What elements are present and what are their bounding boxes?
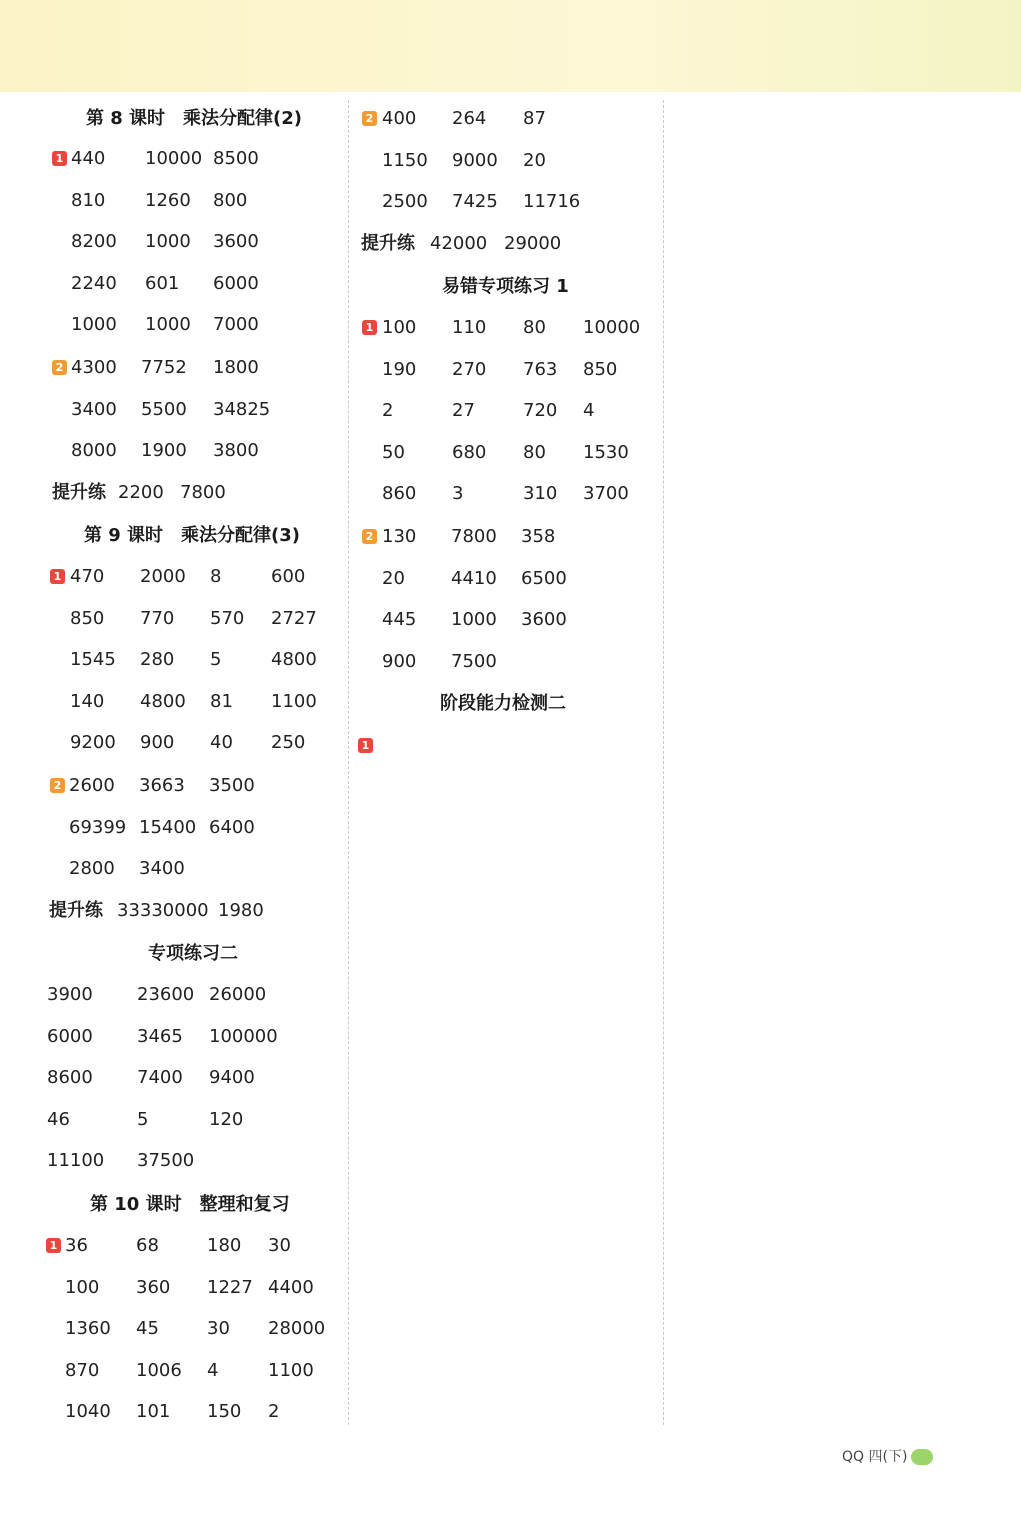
answer-value: 445	[382, 609, 417, 631]
answer-row	[0, 1316, 326, 1342]
answer-value: 26000	[209, 984, 267, 1005]
practice-row	[0, 898, 330, 924]
answer-value: 8600	[47, 1067, 93, 1089]
answer-row	[0, 1065, 320, 1091]
answer-value: 69399	[69, 816, 127, 838]
answer-value: 250	[271, 732, 306, 754]
question-number-badge: 1	[358, 738, 373, 753]
answer-value: 68	[136, 1235, 159, 1256]
question-number-badge: 1	[362, 320, 377, 335]
answer-value: 190	[382, 358, 417, 380]
answer-value: 80	[523, 317, 546, 338]
answer-value: 3600	[213, 231, 259, 253]
practice-label: 提升练	[361, 233, 415, 254]
answer-value: 3500	[209, 775, 255, 796]
answer-value: 2000	[140, 566, 186, 587]
answer-value: 3	[452, 483, 464, 505]
answer-value: 4800	[271, 649, 317, 671]
answer-value: 1000	[71, 314, 117, 336]
answer-value: 2	[382, 400, 394, 422]
answer-value: 270	[452, 358, 487, 380]
answer-row	[0, 1233, 320, 1259]
answer-value: 7000	[213, 314, 259, 336]
practice-label: 提升练	[52, 482, 106, 503]
answer-value: 20	[523, 149, 546, 171]
answer-value: 30	[207, 1318, 230, 1340]
section-heading: 专项练习二	[148, 943, 238, 964]
question-number-badge: 2	[362, 111, 377, 126]
answer-value: 130	[382, 526, 417, 547]
answer-row	[0, 607, 567, 633]
page-footer	[842, 1447, 933, 1467]
answer-value: 7752	[141, 357, 187, 378]
answer-value: 34825	[213, 398, 271, 420]
answer-value: 850	[70, 607, 105, 629]
answer-value: 2800	[69, 858, 115, 880]
answer-value: 900	[140, 732, 175, 754]
answer-value: 87	[523, 108, 546, 129]
answer-value: 101	[136, 1401, 171, 1423]
section-heading: 第 9 课时 乘法分配律(3)	[84, 525, 301, 546]
answer-value: 110	[452, 317, 487, 338]
answer-value: 1100	[268, 1359, 314, 1381]
answer-row	[0, 524, 556, 550]
answer-value: 1800	[213, 357, 259, 378]
answer-row	[0, 1107, 320, 1133]
answer-value: 100	[65, 1276, 100, 1298]
answer-value: 4400	[268, 1276, 314, 1298]
answer-value: 440	[71, 148, 106, 169]
question-number-badge: 1	[46, 1238, 61, 1253]
column-divider	[663, 100, 664, 1425]
answer-value: 1000	[145, 231, 191, 253]
answer-row	[0, 649, 497, 675]
answer-value: 601	[145, 272, 180, 294]
question-number-badge: 2	[52, 360, 67, 375]
answer-value: 80	[523, 441, 546, 463]
answer-value: 1150	[382, 149, 428, 171]
answer-row	[0, 773, 320, 799]
answer-value: 1100	[271, 690, 317, 712]
answer-value: 9400	[209, 1067, 255, 1089]
section-heading: 第 8 课时 乘法分配律(2)	[86, 108, 303, 129]
answer-value: 2600	[69, 775, 115, 796]
answer-value: 2500	[382, 191, 428, 213]
answer-value: 4	[583, 400, 595, 422]
answer-value: 180	[207, 1235, 242, 1256]
answer-row	[0, 440, 629, 466]
answer-value: 5	[210, 649, 222, 671]
answer-value: 360	[136, 1276, 171, 1298]
answer-value: 720	[523, 400, 558, 422]
answer-value: 10000	[145, 148, 203, 169]
answer-row	[0, 689, 320, 715]
answer-value: 2727	[271, 607, 317, 629]
answer-row	[0, 106, 546, 132]
answer-value: 7800	[180, 482, 226, 503]
practice-label: 提升练	[49, 900, 103, 921]
answer-value: 11100	[47, 1150, 105, 1172]
answer-value: 36	[65, 1235, 88, 1256]
answer-value: 800	[213, 189, 248, 211]
answer-row	[0, 1024, 320, 1050]
answer-value: 600	[271, 566, 306, 587]
answer-value: 6000	[213, 272, 259, 294]
answer-value: 7425	[452, 191, 498, 213]
answer-value: 763	[523, 358, 558, 380]
answer-value: 7500	[451, 650, 497, 672]
answer-value: 1227	[207, 1276, 253, 1298]
answer-value: 100000	[209, 1025, 278, 1047]
answer-value: 5500	[141, 398, 187, 420]
answer-value: 264	[452, 108, 487, 129]
question-number-badge: 2	[362, 529, 377, 544]
answer-value: 20	[382, 567, 405, 589]
answer-value: 280	[140, 649, 175, 671]
answer-value: 23600	[137, 984, 195, 1005]
answer-value: 2200	[118, 482, 164, 503]
answer-value: 42000	[430, 233, 488, 254]
answer-value: 45	[136, 1318, 159, 1340]
answer-value: 770	[140, 607, 175, 629]
answer-value: 8200	[71, 231, 117, 253]
answer-row	[0, 982, 320, 1008]
answer-value: 37500	[137, 1150, 195, 1172]
answer-value: 3663	[139, 775, 185, 796]
answer-value: 3600	[521, 609, 567, 631]
answer-value: 1980	[218, 900, 264, 921]
answer-value: 1260	[145, 189, 191, 211]
question-number-badge: 2	[50, 778, 65, 793]
answer-row	[0, 189, 581, 215]
answer-value: 7400	[137, 1067, 183, 1089]
answer-value: 3400	[139, 858, 185, 880]
answer-value: 850	[583, 358, 618, 380]
answer-value: 400	[382, 108, 417, 129]
section-heading: 阶段能力检测二	[440, 693, 566, 714]
answer-value: 9000	[452, 149, 498, 171]
answer-value: 40	[210, 732, 233, 754]
answer-value: 5	[137, 1108, 149, 1130]
answer-value: 120	[209, 1108, 244, 1130]
answer-row	[0, 730, 320, 756]
answer-value: 30	[268, 1235, 291, 1256]
answer-row	[0, 1148, 320, 1174]
answer-value: 1545	[70, 649, 116, 671]
answer-value: 11716	[523, 191, 581, 213]
answer-value: 27	[452, 400, 475, 422]
answer-value: 860	[382, 483, 417, 505]
question-number-badge: 1	[52, 151, 67, 166]
answer-value: 150	[207, 1401, 242, 1423]
answer-value: 570	[210, 607, 245, 629]
answer-value: 28000	[268, 1318, 326, 1340]
answer-value: 8	[210, 566, 222, 587]
answer-value: 10000	[583, 317, 641, 338]
answer-value: 3465	[137, 1025, 183, 1047]
answer-row	[0, 1275, 320, 1301]
section-heading: 第 10 课时 整理和复习	[90, 1194, 290, 1215]
answer-row	[0, 271, 320, 297]
answer-value: 1360	[65, 1318, 111, 1340]
top-banner	[0, 0, 1021, 92]
answer-value: 100	[382, 317, 417, 338]
answer-value: 3800	[213, 440, 259, 462]
answer-row	[0, 815, 320, 841]
answer-value: 1000	[145, 314, 191, 336]
answer-row	[0, 398, 595, 424]
answer-value: 8500	[213, 148, 259, 169]
column-divider	[348, 100, 349, 1425]
answer-value: 50	[382, 441, 405, 463]
answer-value: 6000	[47, 1025, 93, 1047]
answer-value: 3700	[583, 483, 629, 505]
answer-value: 15400	[139, 816, 197, 838]
answer-value: 470	[70, 566, 105, 587]
answer-value: 8000	[71, 440, 117, 462]
answer-value: 140	[70, 690, 105, 712]
answer-row	[0, 148, 546, 174]
answer-value: 3900	[47, 984, 93, 1005]
answer-row	[0, 856, 320, 882]
answer-value: 310	[523, 483, 558, 505]
answer-value: 1900	[141, 440, 187, 462]
answer-value: 1530	[583, 441, 629, 463]
answer-value: 2240	[71, 272, 117, 294]
answer-value: 29000	[504, 233, 562, 254]
answer-row	[0, 566, 567, 592]
section-heading: 易错专项练习 1	[442, 276, 569, 297]
question-number-badge: 1	[50, 569, 65, 584]
answer-value: 3400	[71, 398, 117, 420]
answer-value: 900	[382, 650, 417, 672]
answer-value: 7800	[451, 526, 497, 547]
answer-value: 870	[65, 1359, 100, 1381]
answer-row	[0, 315, 641, 341]
answer-value: 1040	[65, 1401, 111, 1423]
answer-row	[0, 357, 618, 383]
answer-value: 4300	[71, 357, 117, 378]
answer-value: 4410	[451, 567, 497, 589]
answer-row	[0, 481, 629, 507]
answer-value: 6400	[209, 816, 255, 838]
answer-value: 2	[268, 1401, 280, 1423]
answer-value: 4	[207, 1359, 219, 1381]
answer-row	[0, 1358, 320, 1384]
answer-value: 81	[210, 690, 233, 712]
answer-value: 1000	[451, 609, 497, 631]
answer-value: 1006	[136, 1359, 182, 1381]
practice-row	[0, 231, 562, 257]
answer-value: 358	[521, 526, 556, 547]
answer-value: 46	[47, 1108, 70, 1130]
answer-value: 33330000	[117, 900, 209, 921]
footer-text: QQ 四(下)	[842, 1449, 908, 1465]
footer-pill-icon	[911, 1449, 933, 1465]
answer-value: 680	[452, 441, 487, 463]
answer-row	[0, 1399, 320, 1425]
answer-value: 9200	[70, 732, 116, 754]
answer-value: 6500	[521, 567, 567, 589]
answer-value: 810	[71, 189, 106, 211]
answer-value: 4800	[140, 690, 186, 712]
